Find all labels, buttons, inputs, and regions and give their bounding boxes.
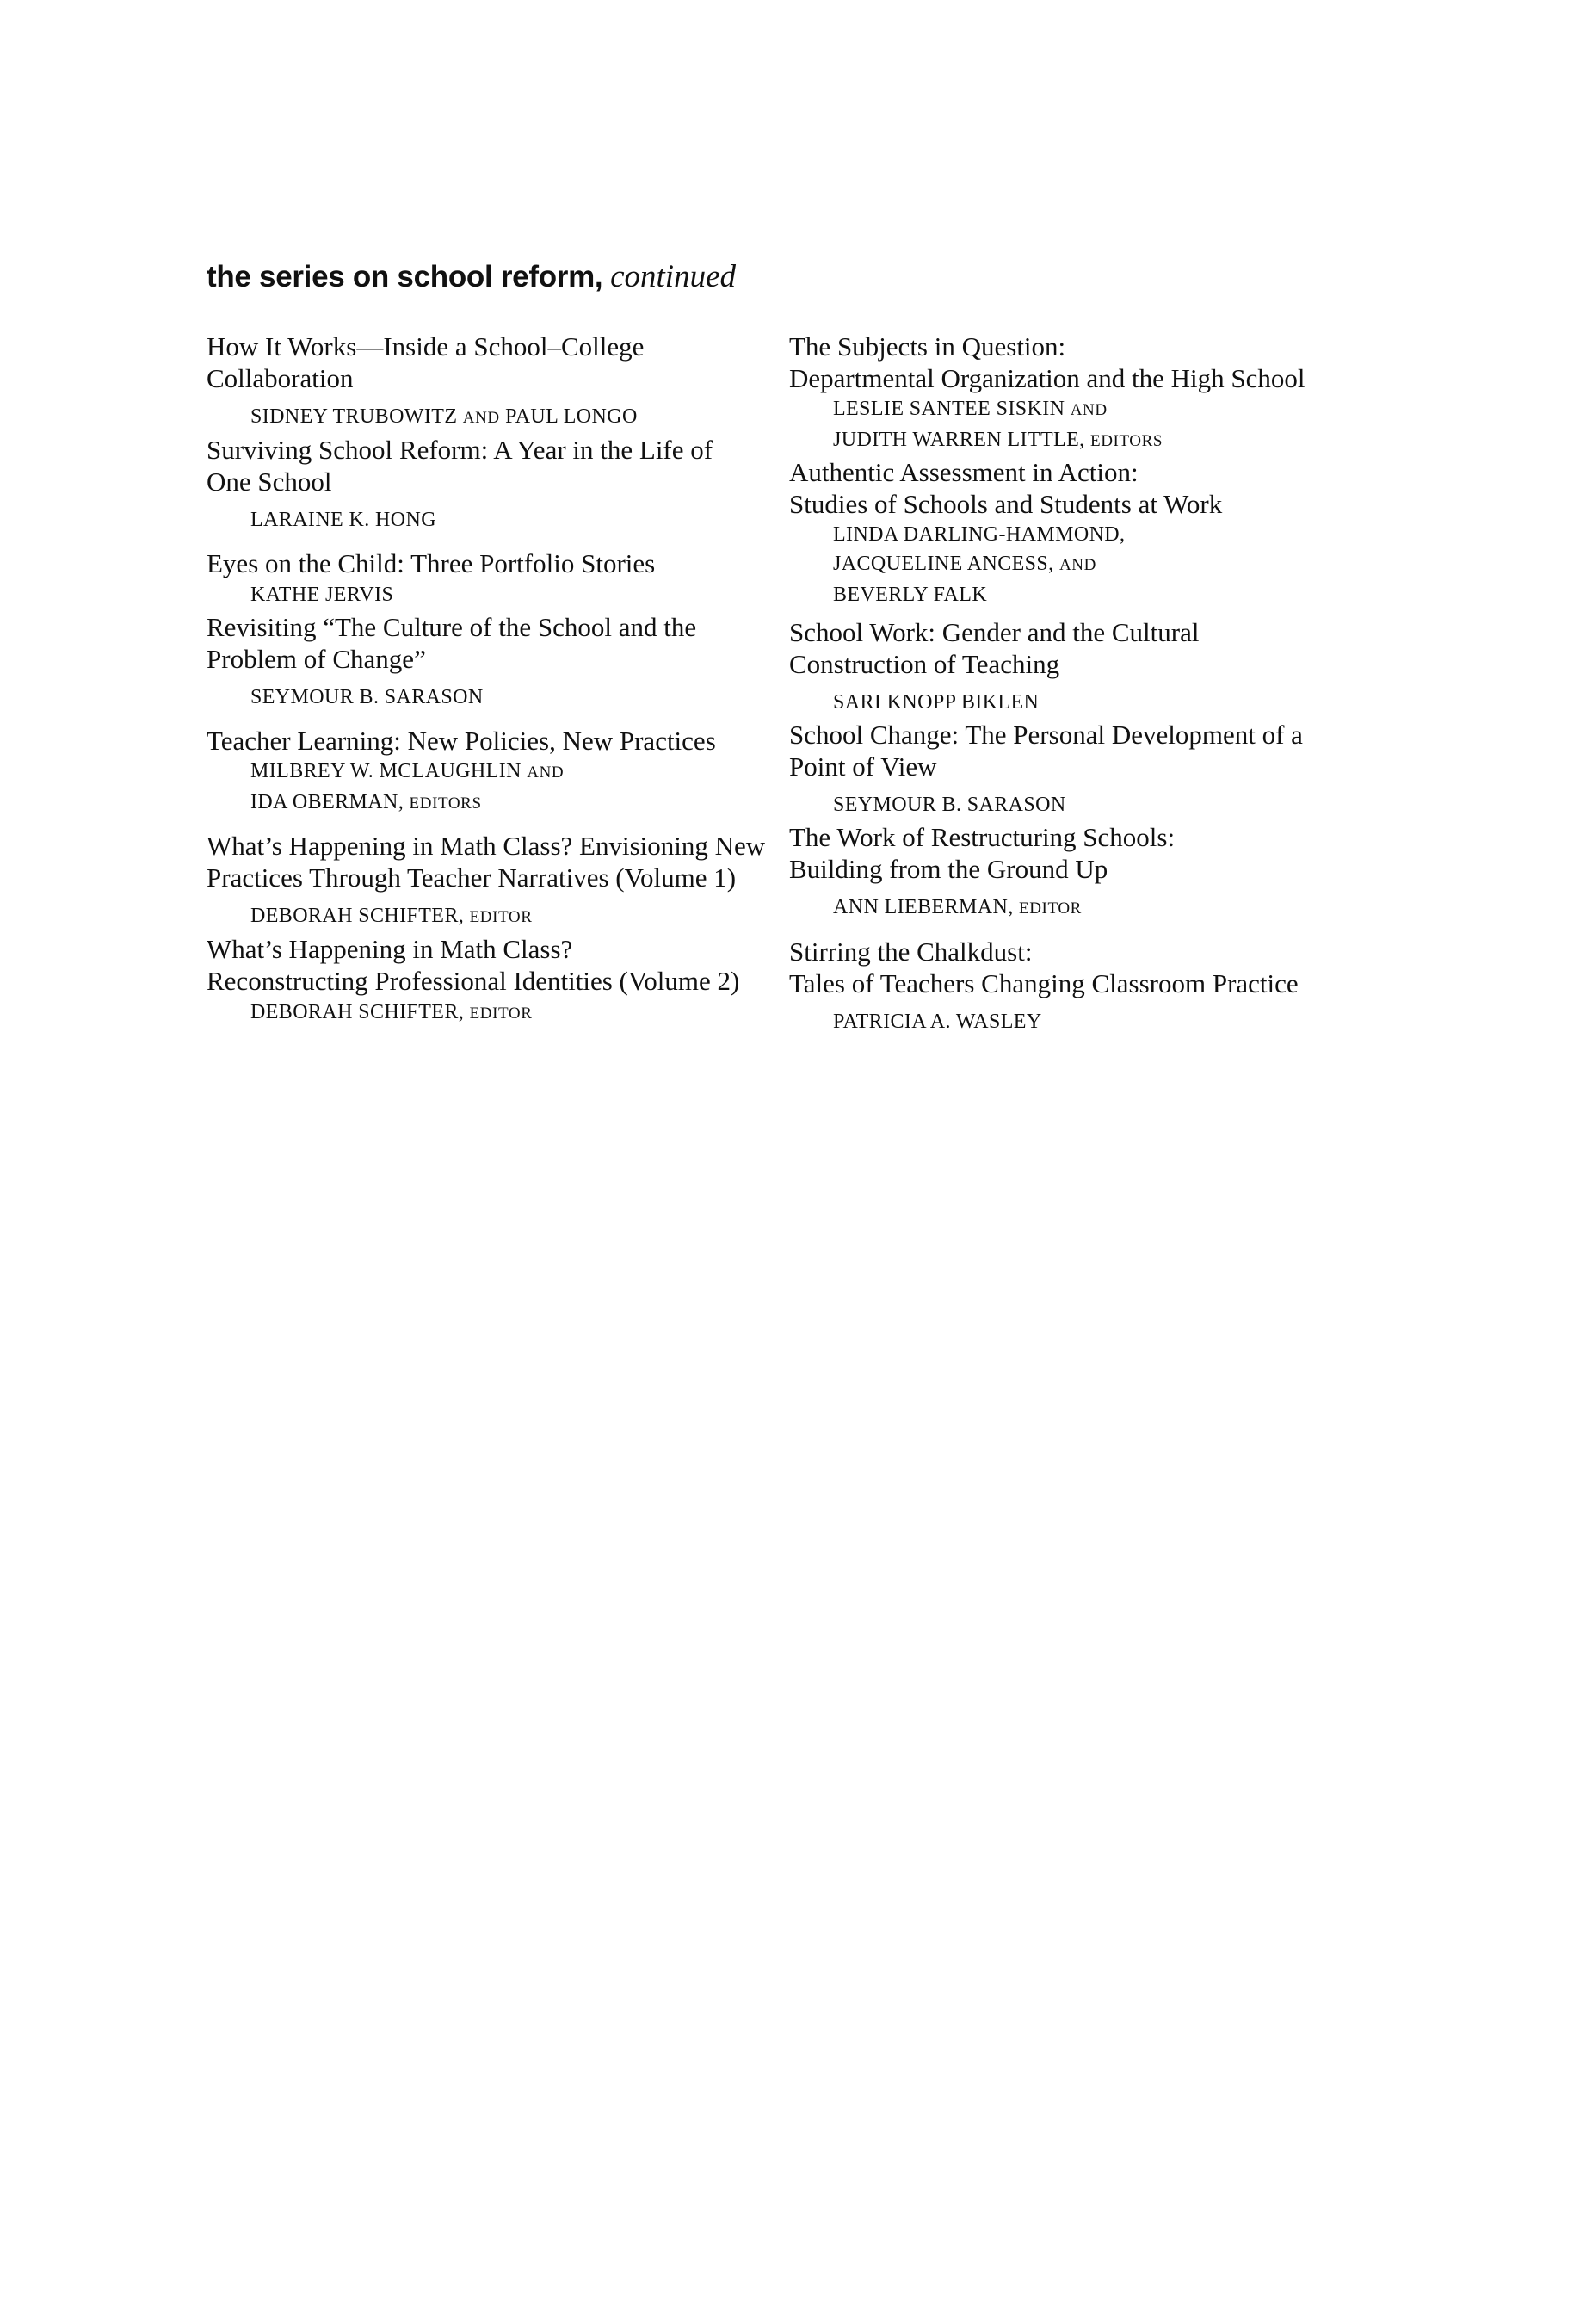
book-author-line: MILBREY W. MCLAUGHLIN AND [250, 760, 565, 782]
left-column [207, 331, 766, 1029]
book-title-line: Studies of Schools and Students at Work [789, 489, 1223, 519]
book-title-line: Eyes on the Child: Three Portfolio Stories [207, 548, 656, 578]
book-author-line: LESLIE SANTEE SISKIN AND [833, 398, 1108, 420]
book-author-line: LARAINE K. HONG [250, 509, 436, 531]
book-title-line: The Subjects in Question: [789, 331, 1066, 362]
book-title-line: Stirring the Chalkdust: [789, 936, 1033, 967]
series-heading-continued: continued [610, 259, 736, 294]
book-title-line: How It Works—Inside a School–College [207, 331, 645, 362]
book-title-line: Reconstructing Professional Identities (Volume 2) [207, 966, 740, 996]
book-author-line: JUDITH WARREN LITTLE, EDITORS [833, 429, 1163, 451]
book-entry-math-class-vol2 [207, 933, 757, 1029]
book-entry-subjects-in-question [789, 331, 1340, 456]
book-title-line: School Work: Gender and the Cultural [789, 617, 1200, 647]
book-entry-surviving-school-reform [207, 434, 757, 536]
book-title-line: Construction of Teaching [789, 649, 1060, 679]
book-author-line: PATRICIA A. WASLEY [833, 1011, 1042, 1033]
right-column [789, 331, 1340, 1038]
book-title-line: Departmental Organization and the High School [789, 363, 1305, 393]
book-author-line: IDA OBERMAN, EDITORS [250, 791, 482, 813]
book-author-line: LINDA DARLING-HAMMOND, [833, 523, 1126, 546]
book-entry-math-class-vol1 [207, 830, 766, 933]
book-entry-revisiting-culture [207, 611, 757, 714]
book-entry-restructuring-schools [789, 821, 1340, 924]
book-entry-stirring-the-chalkdust [789, 936, 1340, 1038]
book-author-line: ANN LIEBERMAN, EDITOR [833, 896, 1082, 918]
book-entry-authentic-assessment [789, 456, 1340, 609]
book-title-line: Collaboration [207, 363, 354, 393]
series-heading-title: the series on school reform, [207, 260, 603, 294]
book-author-line: SIDNEY TRUBOWITZ AND PAUL LONGO [250, 405, 638, 428]
book-title-line: Authentic Assessment in Action: [789, 457, 1139, 487]
book-author-line: SEYMOUR B. SARASON [250, 686, 484, 708]
book-author-line: JACQUELINE ANCESS, AND [833, 553, 1096, 575]
series-heading [207, 257, 736, 298]
book-title-line: Point of View [789, 751, 937, 782]
book-title-line: Practices Through Teacher Narratives (Volume 1) [207, 862, 737, 893]
book-author-line: DEBORAH SCHIFTER, EDITOR [250, 905, 533, 927]
book-entry-teacher-learning [207, 725, 757, 819]
book-title-line: Problem of Change” [207, 644, 426, 674]
book-title-line: One School [207, 467, 332, 497]
book-entry-school-change [789, 719, 1340, 821]
book-author-line: KATHE JERVIS [250, 584, 394, 606]
book-title-line: School Change: The Personal Development of a [789, 720, 1303, 750]
book-title-line: Surviving School Reform: A Year in the Life of [207, 435, 713, 465]
book-author-line: SEYMOUR B. SARASON [833, 794, 1066, 816]
book-author-line: SARI KNOPP BIKLEN [833, 691, 1040, 714]
book-entry-school-work [789, 616, 1340, 719]
book-author-line: BEVERLY FALK [833, 584, 988, 606]
book-title-line: The Work of Restructuring Schools: [789, 822, 1176, 852]
book-entry-eyes-on-the-child [207, 547, 757, 611]
book-title-line: Teacher Learning: New Policies, New Practices [207, 726, 716, 756]
book-title-line: Tales of Teachers Changing Classroom Practice [789, 968, 1299, 998]
book-title-line: What’s Happening in Math Class? Envisioning New [207, 831, 766, 861]
book-title-line: Building from the Ground Up [789, 854, 1108, 884]
book-title-line: What’s Happening in Math Class? [207, 934, 573, 964]
book-entry-how-it-works [207, 331, 757, 434]
book-author-line: DEBORAH SCHIFTER, EDITOR [250, 1001, 533, 1023]
book-title-line: Revisiting “The Culture of the School and the [207, 612, 697, 642]
